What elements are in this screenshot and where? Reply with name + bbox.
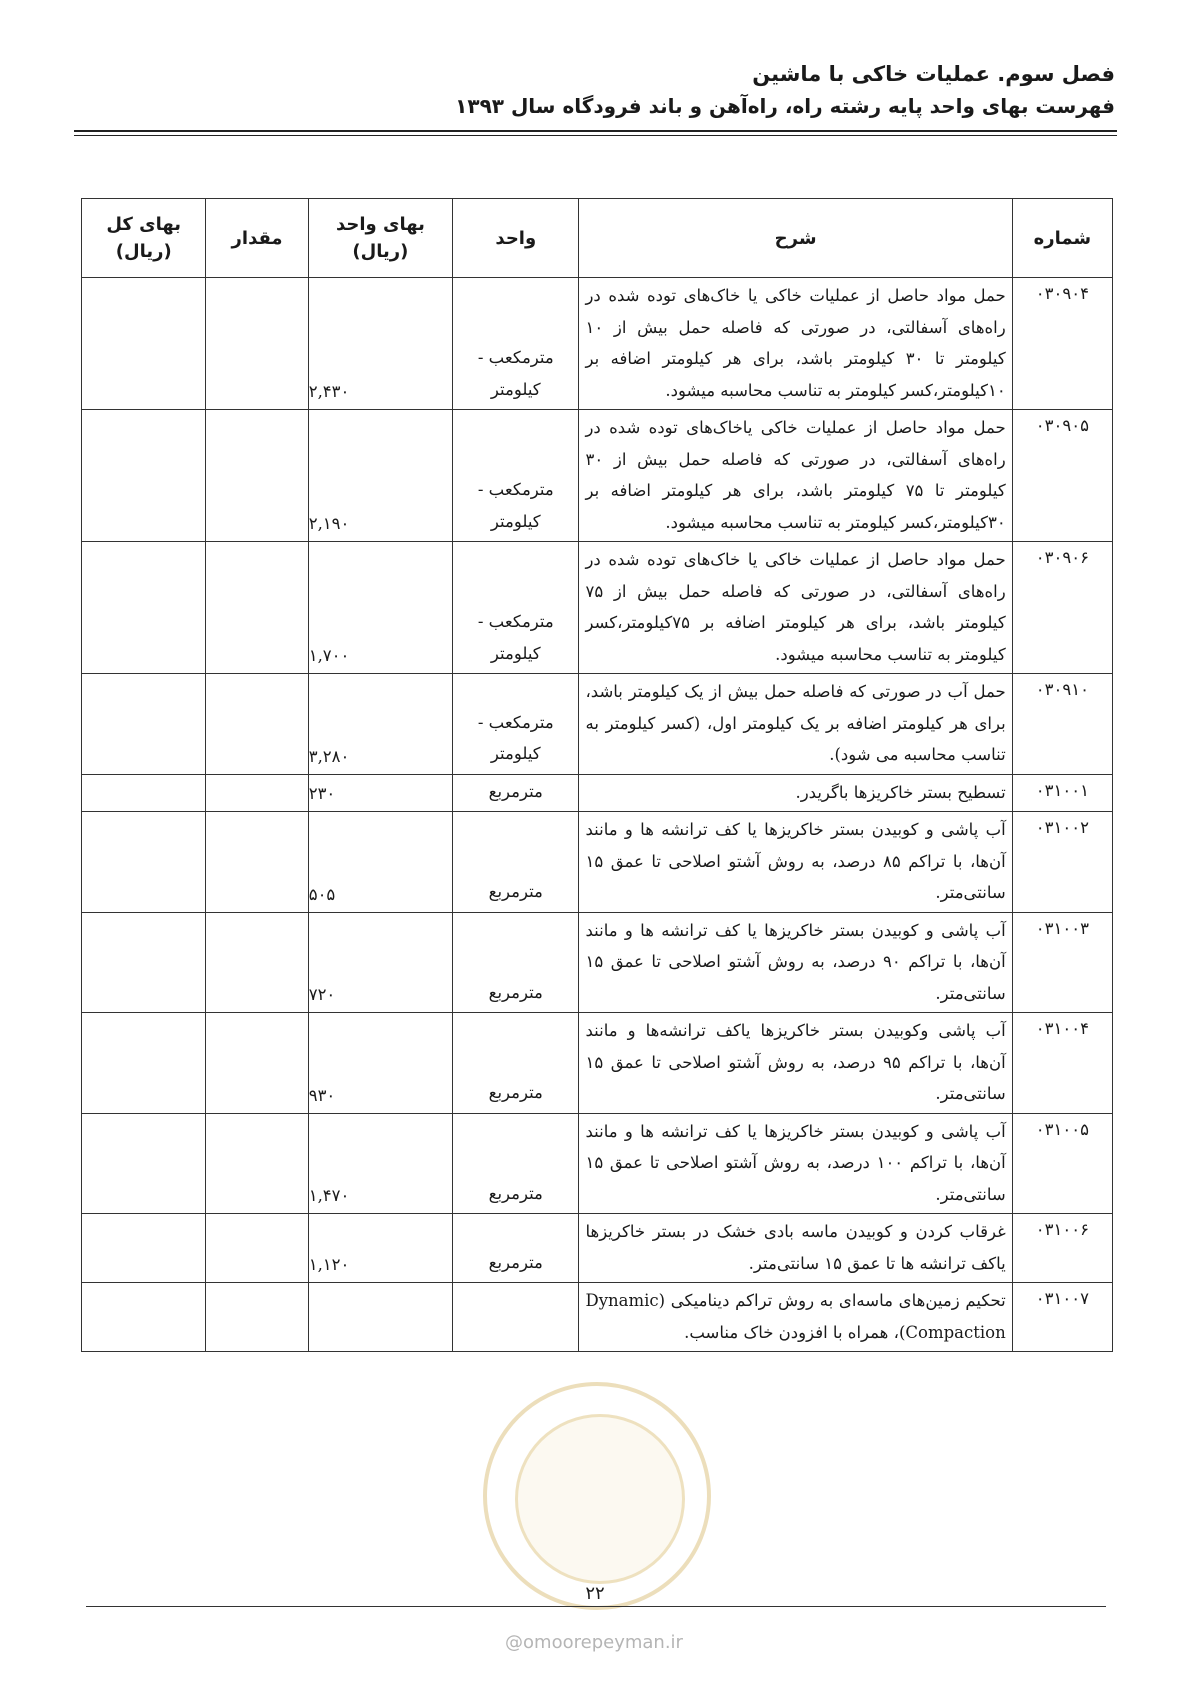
row-unit-line2: مترمربع [488, 1183, 543, 1203]
row-unit-line1: مترمکعب - [477, 712, 554, 732]
row-code: ۰۳۰۹۰۵ [1012, 410, 1112, 542]
row-unit-price [308, 1283, 452, 1352]
table-row [82, 1214, 1113, 1283]
row-code: ۰۳۱۰۰۴ [1012, 1013, 1112, 1114]
row-quantity [206, 812, 308, 913]
row-total [82, 674, 206, 775]
header-code: شماره [1012, 199, 1112, 278]
row-total [82, 1013, 206, 1114]
chapter-title: فصل سوم. عملیات خاکی با ماشین [752, 62, 1115, 86]
row-code: ۰۳۱۰۰۱ [1012, 774, 1112, 812]
row-unit-price: ۲۳۰ [308, 774, 452, 812]
row-description: حمل مواد حاصل از عملیات خاکی یا خاک‌های توده شده در راه‌های آسفالتی، در صورتی که فاصله حمل بیش از ۷۵ کیلومتر باشد، برای هر کیلومتر اضافه بر ۷۵کیلومتر،کسر کیلومتر به تناسب محاسبه میشود. [579, 542, 1012, 674]
header-total-price [82, 199, 206, 278]
row-quantity [206, 278, 308, 410]
row-code: ۰۳۱۰۰۳ [1012, 912, 1112, 1013]
row-code: ۰۳۰۹۱۰ [1012, 674, 1112, 775]
row-unit [453, 410, 579, 542]
row-unit [453, 674, 579, 775]
row-unit-price: ۳,۲۸۰ [308, 674, 452, 775]
table-row [82, 542, 1113, 674]
watermark-seal [483, 1382, 711, 1610]
row-total [82, 1113, 206, 1214]
row-unit [453, 1283, 579, 1352]
table-row [82, 278, 1113, 410]
price-list-table [81, 198, 1113, 1352]
row-unit [453, 774, 579, 812]
row-unit [453, 912, 579, 1013]
row-total [82, 278, 206, 410]
row-description: حمل مواد حاصل از عملیات خاکی یا خاک‌های توده شده در راه‌های آسفالتی، در صورتی که فاصله حمل بیش از ۱۰ کیلومتر تا ۳۰ کیلومتر باشد، برای هر کیلومتر اضافه بر ۱۰کیلومتر،کسر کیلومتر به تناسب محاسبه میشود. [579, 278, 1012, 410]
row-total [82, 912, 206, 1013]
header-rule-thin [74, 135, 1117, 136]
watermark-seal-inner [515, 1414, 685, 1584]
row-unit-price: ۱,۱۲۰ [308, 1214, 452, 1283]
row-unit-line1: مترمکعب - [477, 480, 554, 499]
row-unit [453, 1013, 579, 1114]
row-code: ۰۳۰۹۰۴ [1012, 278, 1112, 410]
header-total-price-label: بهای کل [106, 214, 182, 235]
table-row [82, 812, 1113, 913]
table-row [82, 912, 1113, 1013]
row-unit-line2: مترمربع [488, 1083, 543, 1102]
row-unit-price: ۲,۱۹۰ [308, 410, 452, 542]
row-unit-price: ۱,۷۰۰ [308, 542, 452, 674]
header-unit: واحد [453, 199, 579, 278]
row-code: ۰۳۱۰۰۷ [1012, 1283, 1112, 1352]
row-code: ۰۳۱۰۰۵ [1012, 1113, 1112, 1214]
row-description: حمل آب در صورتی که فاصله حمل بیش از یک کیلومتر باشد، برای هر کیلومتر اضافه بر یک کیلومتر اول، (کسر کیلومتر به تناسب محاسبه می شود). [579, 674, 1012, 775]
row-unit [453, 812, 579, 913]
header-quantity: مقدار [206, 199, 308, 278]
row-unit-price: ۹۳۰ [308, 1013, 452, 1114]
row-unit-line2: مترمربع [488, 1252, 543, 1272]
row-description: آب پاشی و کوبیدن بستر خاکریزها یا کف ترانشه ها و مانند آن‌ها، با تراکم ۹۰ درصد، به روش آشتو اصلاحی تا عمق ۱۵ سانتی‌متر. [579, 912, 1012, 1013]
row-total [82, 410, 206, 542]
row-description: تسطیح بستر خاکریزها باگریدر. [579, 774, 1012, 812]
row-quantity [206, 542, 308, 674]
header-unit-price [308, 199, 452, 278]
footer-rule [86, 1606, 1106, 1607]
row-description: تحکیم زمین‌های ماسه‌ای به روش تراکم دینامیکی (Dynamic Compaction)، همراه با افزودن خاک مناسب. [579, 1283, 1012, 1352]
table-row [82, 674, 1113, 775]
table-row [82, 1113, 1113, 1214]
page-header [455, 58, 1115, 122]
table-row [82, 1013, 1113, 1114]
row-unit-price: ۵۰۵ [308, 812, 452, 913]
table-row [82, 1283, 1113, 1352]
row-unit-line2: مترمربع [488, 982, 543, 1002]
row-unit-line2: کیلومتر [490, 744, 541, 763]
row-unit [453, 1113, 579, 1214]
header-unit-price-label: بهای واحد [335, 214, 425, 235]
table-row [82, 410, 1113, 542]
row-unit-line2: کیلومتر [490, 379, 541, 399]
row-quantity [206, 1113, 308, 1214]
row-total [82, 774, 206, 812]
document-title: فهرست بهای واحد پایه رشته راه، راه‌آهن و باند فرودگاه سال ۱۳۹۳ [455, 94, 1115, 118]
row-code: ۰۳۱۰۰۲ [1012, 812, 1112, 913]
row-unit-price: ۷۲۰ [308, 912, 452, 1013]
row-unit [453, 1214, 579, 1283]
row-unit [453, 542, 579, 674]
row-code: ۰۳۰۹۰۶ [1012, 542, 1112, 674]
row-unit-price: ۱,۴۷۰ [308, 1113, 452, 1214]
row-quantity [206, 674, 308, 775]
row-unit-line2: مترمربع [488, 882, 543, 901]
header-description: شرح [579, 199, 1012, 278]
row-unit [453, 278, 579, 410]
row-unit-line1: مترمکعب - [477, 348, 554, 367]
row-unit-line2: مترمربع [488, 781, 543, 801]
row-quantity [206, 1214, 308, 1283]
row-quantity [206, 912, 308, 1013]
row-description: آب پاشی و کوبیدن بستر خاکریزها یا کف ترانشه ها و مانند آن‌ها، با تراکم ۸۵ درصد، به روش آشتو اصلاحی تا عمق ۱۵ سانتی‌متر. [579, 812, 1012, 913]
row-quantity [206, 1013, 308, 1114]
row-code: ۰۳۱۰۰۶ [1012, 1214, 1112, 1283]
row-unit-price: ۲,۴۳۰ [308, 278, 452, 410]
row-quantity [206, 1283, 308, 1352]
row-total [82, 542, 206, 674]
row-unit-line1: مترمکعب - [477, 612, 554, 631]
row-description: غرقاب کردن و کوبیدن ماسه بادی خشک در بستر خاکریزها یاکف ترانشه ها تا عمق ۱۵ سانتی‌متر. [579, 1214, 1012, 1283]
row-unit-line2: کیلومتر [490, 643, 541, 663]
page-number: ۲۲ [585, 1583, 605, 1604]
row-description: آب پاشی وکوبیدن بستر خاکریزها یاکف ترانشه‌ها و مانند آن‌ها، با تراکم ۹۵ درصد، به روش آشتو اصلاحی تا عمق ۱۵ سانتی‌متر. [579, 1013, 1012, 1114]
row-description: حمل مواد حاصل از عملیات خاکی یاخاک‌های توده شده در راه‌های آسفالتی، در صورتی که فاصله حمل بیش از ۳۰ کیلومتر تا ۷۵ کیلومتر باشد، برای هر کیلومتر اضافه بر ۳۰کیلومتر،کسر کیلومتر به تناسب محاسبه میشود. [579, 410, 1012, 542]
header-unit-price-currency: (ریال) [352, 241, 409, 262]
row-quantity [206, 774, 308, 812]
header-rule-thick [74, 130, 1117, 132]
row-total [82, 812, 206, 913]
row-unit-line2: کیلومتر [490, 511, 541, 531]
row-total [82, 1214, 206, 1283]
table-row [82, 774, 1113, 812]
row-total [82, 1283, 206, 1352]
table-header-row [82, 199, 1113, 278]
row-description: آب پاشی و کوبیدن بستر خاکریزها یا کف ترانشه ها و مانند آن‌ها، با تراکم ۱۰۰ درصد، به روش آشتو اصلاحی تا عمق ۱۵ سانتی‌متر. [579, 1113, 1012, 1214]
watermark-website: @omoorepeyman.ir [505, 1632, 683, 1653]
header-total-price-currency: (ریال) [115, 241, 172, 262]
row-quantity [206, 410, 308, 542]
